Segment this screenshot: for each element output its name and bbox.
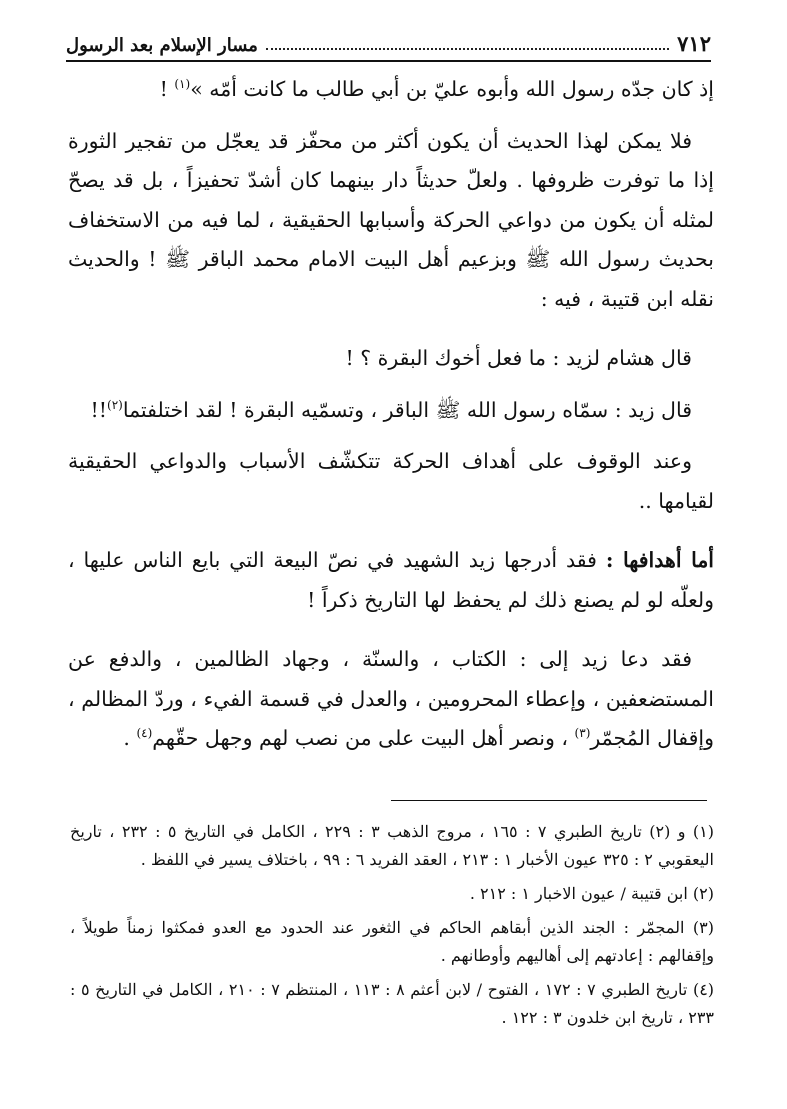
footnote-separator	[391, 800, 707, 801]
paragraph: أما أهدافها : فقد أدرجها زيد الشهيد في نصّ البيعة التي بايع الناس عليها ، ولعلّه لو لم يصنع ذلك لم يحفظ لها التاريخ ذكراً !	[68, 548, 714, 612]
quote-line: قال زيد : سمّاه رسول الله ﷺ الباقر ، وتسمّيه البقرة ! لقد اختلفتما$^{(٢)}$!!	[90, 397, 692, 422]
footnote: (٢) ابن قتيبة / عيون الاخبار ١ : ٢١٢ .	[469, 884, 714, 903]
footnote-ref: (٤)	[136, 726, 153, 741]
footnote-ref: (١)	[174, 77, 191, 92]
page-number: ٧١٢	[677, 31, 711, 56]
page-header	[66, 24, 711, 62]
footnote: (٣) المجمّر : الجند الذين أبقاهم الحاكم في الثغور عند الحدود مع العدو فمكثوا زمناً طويلاً ، وإقفالهم : إعادتهم إلى أهاليهم وأوطانهم .	[70, 918, 714, 965]
running-title: مسار الإسلام بعد الرسول	[66, 35, 258, 56]
paragraph: فقد دعا زيد إلى : الكتاب ، والسنّة ، وجهاد الظالمين ، والدفع عن المستضعفين ، وإعطاء المحرومين ، والعدل في قسمة الفيء ، وردّ المظالم ، وإقفال المُجمّر$^{(٣)}$ ، ونصر أهل البيت على من نصب لهم وجهل حقّهم$^{(٤)}$ .	[68, 647, 714, 750]
main-text	[68, 70, 714, 779]
paragraph: إذ كان جدّه رسول الله وأبوه عليّ بن أبي طالب ما كانت أمّه »$^{(١)}$ !	[159, 77, 714, 101]
footnote: (١) و (٢) تاريخ الطبري ٧ : ١٦٥ ، مروج الذهب ٣ : ٢٢٩ ، الكامل في التاريخ ٥ : ٢٣٢ ، تاريخ اليعقوبي ٢ : ٣٢٥ عيون الأخبار ١ : ٢١٣ ، العقد الفريد ٦ : ٩٩ ، باختلاف يسير في اللفظ .	[70, 822, 714, 869]
footnote: (٤) تاريخ الطبري ٧ : ١٧٢ ، الفتوح / لابن أعثم ٨ : ١١٣ ، المنتظم ٧ : ٢١٠ ، الكامل في التاريخ ٥ : ٢٣٣ ، تاريخ ابن خلدون ٣ : ١٢٢ .	[70, 980, 715, 1027]
footnote-ref: (٣)	[574, 726, 591, 741]
quote-line: قال هشام لزيد : ما فعل أخوك البقرة ؟ !	[345, 346, 692, 370]
footnotes	[70, 818, 714, 1038]
paragraph: فلا يمكن لهذا الحديث أن يكون أكثر من محفّز قد يعجّل من تفجير الثورة إذا ما توفرت ظروفها . ولعلّ حديثاً دار بينهما كان أشدّ تحفيزاً ، بل قد يصحّ لمثله أن يكون من دواعي الحركة وأسبابها الحقيقية ، لما فيه من الاستخفاف بحديث رسول الله ﷺ وبزعيم أهل البيت الامام محمد الباقر ﷺ ! والحديث نقله ابن قتيبة ، فيه :	[68, 128, 714, 311]
paragraph: وعند الوقوف على أهداف الحركة تتكشّف الأسباب والدواعي الحقيقية لقيامها ..	[68, 449, 714, 513]
header-leader-dots	[266, 48, 669, 50]
footnote-ref: (٢)	[107, 397, 123, 412]
paragraph-lead: أما أهدافها :	[605, 548, 714, 572]
